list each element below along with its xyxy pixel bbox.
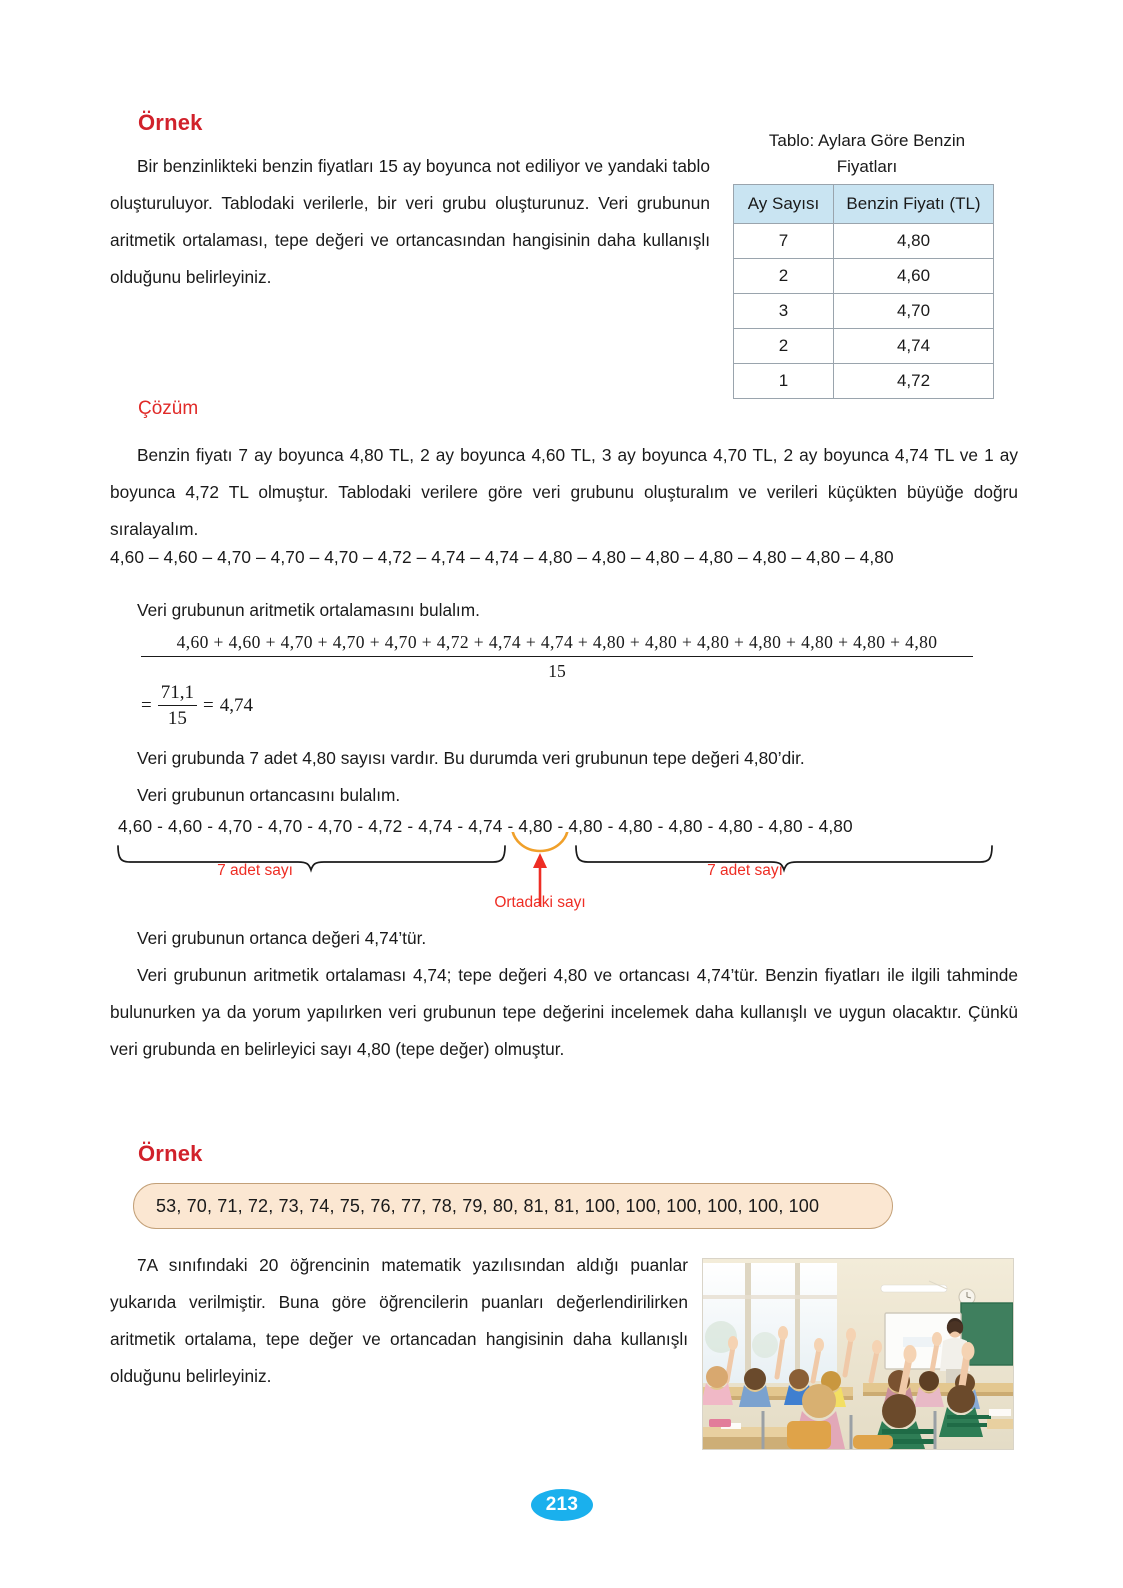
cell-ay-sayisi: 2 bbox=[734, 329, 834, 364]
median-arrow-label: Ortadaki sayı bbox=[494, 894, 586, 911]
solution-paragraph-1: Benzin fiyatı 7 ay boyunca 4,80 TL, 2 ay boyunca 4,60 TL, 3 ay boyunca 4,70 TL, 2 ay boyunca 4,74 TL ve 1 ay boyunca 4,72 TL olmuştur. Tablodaki verilere göre veri grubunu oluşturalım ve verileri küçükten büyüğe doğru sıralayalım. bbox=[110, 445, 1018, 539]
table-row bbox=[734, 294, 994, 329]
median-right-values: - 4,80 - 4,80 - 4,80 - 4,80 - 4,80 - 4,80 - 4,80 bbox=[502, 816, 853, 836]
table-caption-line1: Tablo: Aylara Göre Benzin bbox=[768, 131, 966, 150]
right-group-label: 7 adet sayı bbox=[707, 862, 783, 879]
median-prompt-text: Veri grubunun ortancasını bulalım. bbox=[137, 785, 401, 805]
benzin-fiyatlari-table bbox=[733, 184, 994, 399]
cell-benzin-fiyati: 4,80 bbox=[834, 224, 994, 259]
cell-benzin-fiyati: 4,70 bbox=[834, 294, 994, 329]
example2-data-capsule bbox=[133, 1183, 893, 1229]
example2-body-text: 7A sınıfındaki 20 öğrencinin matematik yazılısından aldığı puanlar yukarıda verilmiştir. Buna göre öğrencilerin puanları değerlendirilirken aritmetik ortalama, tepe değer ve ortancadan hangisinin daha kullanışlı olduğunu belirleyiniz. bbox=[110, 1255, 688, 1386]
table-caption bbox=[733, 128, 1001, 180]
equals-sign-2: = bbox=[202, 694, 214, 716]
left-group-label: 7 adet sayı bbox=[217, 862, 293, 879]
median-left-values: 4,60 - 4,60 - 4,70 - 4,70 - 4,70 - 4,72 - 4,74 - bbox=[118, 816, 469, 836]
arithmetic-mean-result-line bbox=[141, 682, 253, 730]
solution-heading: Çözüm bbox=[138, 398, 199, 419]
mean-prompt-text: Veri grubunun aritmetik ortalamasını bulalım. bbox=[137, 600, 480, 620]
mean-count-value: 15 bbox=[167, 708, 187, 730]
table-row bbox=[734, 224, 994, 259]
fraction-bar-small bbox=[158, 705, 197, 706]
solution-conclusion: Veri grubunun aritmetik ortalaması 4,74; tepe değeri 4,80 ve ortancası 4,74’tür. Benzin fiyatları ile ilgili tahminde bulunurken ya da yorum yapılırken veri grubunun tepe değerini incelemek daha kullanışlı ve uygun olacaktır. Çünkü veri grubunda en belirleyici sayı 4,80 (tepe değer) olmuştur. bbox=[110, 965, 1018, 1059]
mode-sentence: Veri grubunda 7 adet 4,80 sayısı vardır. Bu durumda veri grubunun tepe değeri 4,80’dir. bbox=[137, 748, 805, 768]
cell-benzin-fiyati: 4,74 bbox=[834, 329, 994, 364]
column-header-ay-sayisi: Ay Sayısı bbox=[734, 185, 834, 224]
median-data-row bbox=[118, 816, 853, 837]
cell-benzin-fiyati: 4,60 bbox=[834, 259, 994, 294]
mean-result-value: 4,74 bbox=[219, 694, 253, 716]
table-row bbox=[734, 259, 994, 294]
table-row bbox=[734, 329, 994, 364]
cell-ay-sayisi: 2 bbox=[734, 259, 834, 294]
cell-benzin-fiyati: 4,72 bbox=[834, 364, 994, 399]
table-row bbox=[734, 364, 994, 399]
classroom-photo bbox=[702, 1258, 1014, 1450]
example2-heading: Örnek bbox=[138, 1141, 203, 1166]
cell-ay-sayisi: 7 bbox=[734, 224, 834, 259]
column-header-benzin-fiyati: Benzin Fiyatı (TL) bbox=[834, 185, 994, 224]
example1-heading: Örnek bbox=[138, 110, 203, 135]
cell-ay-sayisi: 1 bbox=[734, 364, 834, 399]
median-middle-value: 4,74 bbox=[468, 816, 503, 836]
page-number-badge: 213 bbox=[531, 1489, 593, 1521]
arithmetic-mean-fraction bbox=[141, 632, 973, 682]
table-caption-line2: Fiyatları bbox=[836, 157, 898, 176]
cell-ay-sayisi: 3 bbox=[734, 294, 834, 329]
example2-data-values: 53, 70, 71, 72, 73, 74, 75, 76, 77, 78, 79, 80, 81, 81, 100, 100, 100, 100, 100, 100 bbox=[156, 1195, 820, 1216]
equals-sign-1: = bbox=[141, 694, 152, 716]
example1-body-text: Bir benzinlikteki benzin fiyatları 15 ay boyunca not ediliyor ve yandaki tablo oluşturuluyor. Tablodaki verilerle, bir veri grubu oluşturunuz. Veri grubunun aritmetik ortalaması, tepe değeri ve ortancasından hangisinin daha kullanışlı olduğunu belirleyiniz. bbox=[110, 156, 710, 287]
mean-numerator: 4,60 + 4,60 + 4,70 + 4,70 + 4,70 + 4,72 + 4,74 + 4,74 + 4,80 + 4,80 + 4,80 + 4,80 + 4,80 + 4,80 + 4,80 bbox=[176, 632, 938, 652]
median-result-sentence: Veri grubunun ortanca değeri 4,74’tür. bbox=[137, 928, 427, 948]
mean-denominator: 15 bbox=[548, 661, 566, 681]
mean-sum-value: 71,1 bbox=[160, 682, 194, 703]
sorted-data-line: 4,60 – 4,60 – 4,70 – 4,70 – 4,70 – 4,72 – 4,74 – 4,74 – 4,80 – 4,80 – 4,80 – 4,80 – 4,80 – 4,80 – 4,80 bbox=[110, 547, 894, 567]
table-header-row bbox=[734, 185, 994, 224]
mean-simplified-fraction bbox=[158, 682, 197, 730]
classroom-photo-illustration bbox=[703, 1259, 1013, 1449]
